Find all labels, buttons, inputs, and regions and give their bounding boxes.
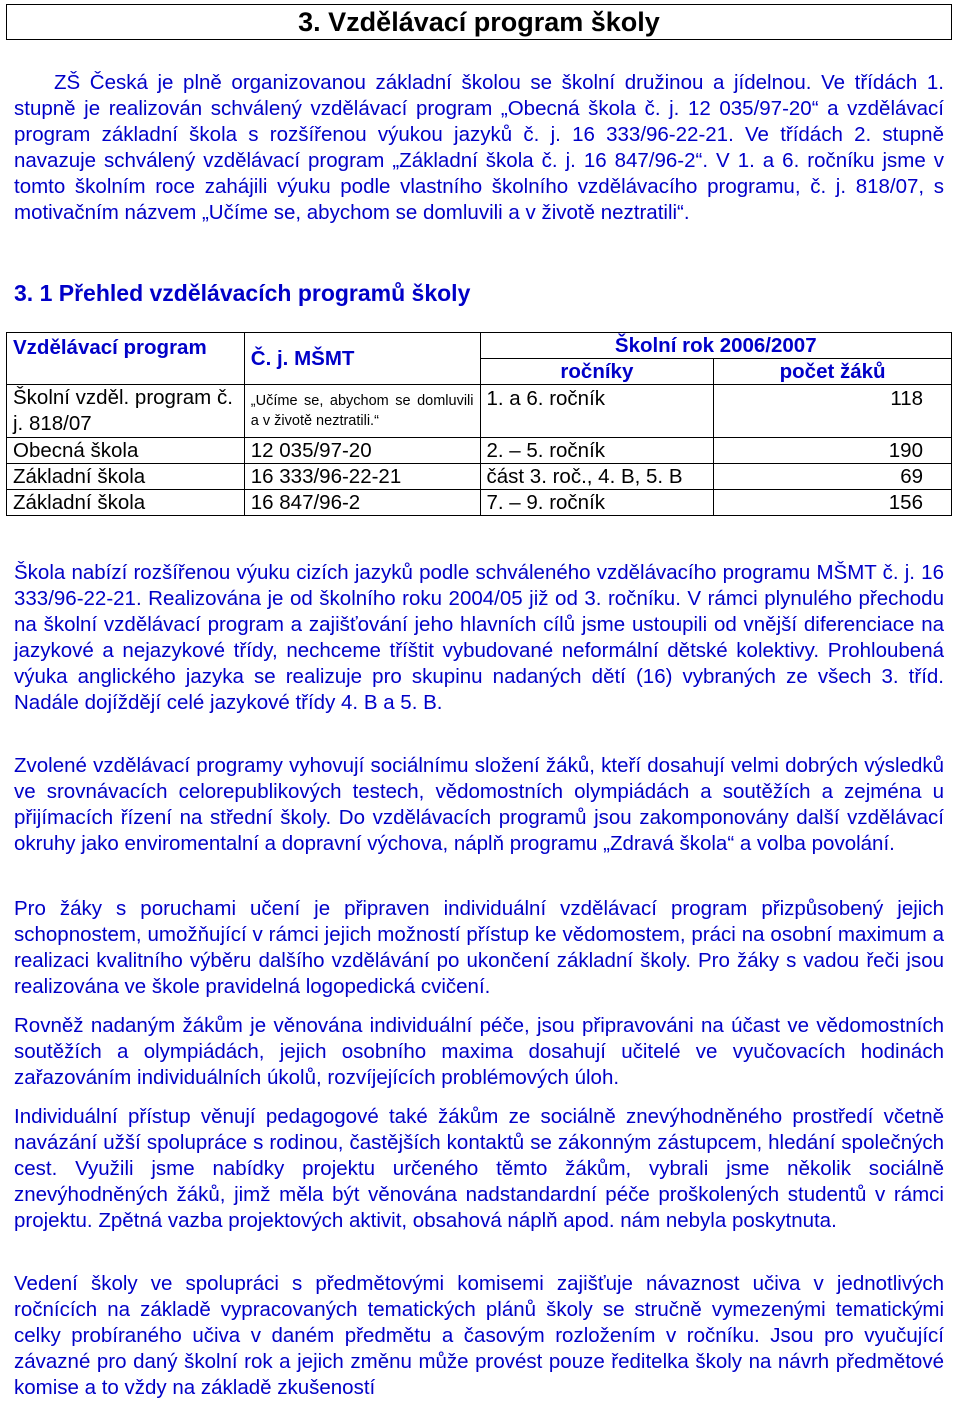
cell-grades: 1. a 6. ročník <box>480 385 714 438</box>
header-count: počet žáků <box>714 359 952 385</box>
header-school-year: Školní rok 2006/2007 <box>480 333 951 359</box>
cell-cj: 12 035/97-20 <box>244 438 480 464</box>
cell-program: Obecná škola <box>7 438 245 464</box>
paragraph-languages: Škola nabízí rozšířenou výuku cizích jazyků podle schváleného vzdělávacího programu MŠMT č. j. 16 333/96-22-21. Realizována je od školního roku 2004/05 již od 3. ročníku. V rámci plynulého přechodu na školní vzdělávací program a zajišťování jeho hlavních cílů jsme ustoupili od vnější diferenciace na jazykové a nejazykové třídy, nechceme tříštit vybudované neformální dětské kolektivy. Prohloubená výuka anglického jazyka se realizuje pro skupinu nadaných dětí (16) vybraných ze všech 3. tříd. Nadále dojíždějí celé jazykové třídy 4. B a 5. B. <box>14 561 944 714</box>
table-row <box>7 438 952 464</box>
cell-grades: část 3. roč., 4. B, 5. B <box>480 464 714 490</box>
table-row <box>7 464 952 490</box>
page-title: 3. Vzdělávací program školy <box>6 4 952 40</box>
cell-count: 156 <box>714 490 952 516</box>
cell-program: Základní škola <box>7 490 245 516</box>
section-heading: 3. 1 Přehled vzdělávacích programů školy <box>14 280 471 306</box>
paragraph-social: Individuální přístup věnují pedagogové také žákům ze sociálně znevýhodněného prostředí včetně navázání užší spolupráce s rodinou, častějších kontaktů se zákonným zástupcem, hledání společných cest. Využili jsme nabídky projektu určeného těmto žákům, vybrali jsme několik sociálně znevýhodněných žáků, jimž měla být věnována nadstandardní péče proškolených studentů v rámci projektu. Zpětná vazba projektových aktivit, obsahová náplň apod. nám nebyla poskytnuta. <box>14 1105 944 1232</box>
cell-grades: 7. – 9. ročník <box>480 490 714 516</box>
cell-program: Základní škola <box>7 464 245 490</box>
paragraph-gifted: Rovněž nadaným žákům je věnována individuální péče, jsou připravováni na účast ve vědomostních soutěžích a olympiádách, jejich osobního maxima dosahují učitelé ve vyučovacích hodinách zařazováním individuálních úkolů, rozvíjejících problémových úloh. <box>14 1014 944 1089</box>
header-program: Vzdělávací program <box>7 333 245 385</box>
paragraph-learning-disorders: Pro žáky s poruchami učení je připraven individuální vzdělávací program přizpůsobený jejich schopnostem, umožňující v rámci jejich možností přístup ke vědomostem, práci na osobní maximum a realizaci kvalitního výběru dalšího vzdělávání po ukončení základní školy. Pro žáky s vadou řeči jsou realizována ve škole pravidelná logopedická cvičení. <box>14 897 944 998</box>
table-row <box>7 385 952 438</box>
cell-cj: 16 847/96-2 <box>244 490 480 516</box>
cell-cj: 16 333/96-22-21 <box>244 464 480 490</box>
cell-cj: „Učíme se, abychom se domluvili a v životě neztratili.“ <box>244 385 480 438</box>
cell-count: 190 <box>714 438 952 464</box>
header-grades: ročníky <box>480 359 714 385</box>
intro-paragraph: ZŠ Česká je plně organizovanou základní školou se školní družinou a jídelnou. Ve třídách 1. stupně je realizován schválený vzdělávací program „Obecná škola č. j. 12 035/97-20“ a vzdělávací program základní škola s rozšířenou výukou jazyků č. j. 16 333/96-22-21. Ve třídách 2. stupně navazuje schválený vzdělávací program „Základní škola č. j. 16 847/96-2“. V 1. a 6. ročníku jsme v tomto školním roce zahájili výuku podle vlastního školního vzdělávacího programu, č. j. 818/07, s motivačním názvem „Učíme se, abychom se domluvili a v životě neztratili“. <box>14 71 944 224</box>
programs-table <box>6 332 952 516</box>
table-row <box>7 490 952 516</box>
cell-program: Školní vzděl. program č. j. 818/07 <box>7 385 245 438</box>
cell-count: 69 <box>714 464 952 490</box>
cell-count: 118 <box>714 385 952 438</box>
paragraph-management: Vedení školy ve spolupráci s předmětovými komisemi zajišťuje návaznost učiva v jednotlivých ročnících na základě vypracovaných tematických plánů školy se stručně vymezenými tematickými celky probíraného učiva v daném předmětu a časovým rozložením v ročníku. Jsou pro vyučující závazné pro daný školní rok a jejich změnu může provést pouze ředitelka školy na návrh předmětové komise a to vždy na základě zkušeností <box>14 1272 944 1399</box>
header-cj: Č. j. MŠMT <box>244 333 480 385</box>
cell-grades: 2. – 5. ročník <box>480 438 714 464</box>
paragraph-programs: Zvolené vzdělávací programy vyhovují sociálnímu složení žáků, kteří dosahují velmi dobrých výsledků ve srovnávacích celorepublikových testech, vědomostních olympiádách a soutěžích a zejména u přijímacích řízení na střední školy. Do vzdělávacích programů jsou zakomponovány další vzdělávací okruhy jako enviromentalní a dopravní výchova, náplň programu „Zdravá škola“ a volba povolání. <box>14 754 944 855</box>
